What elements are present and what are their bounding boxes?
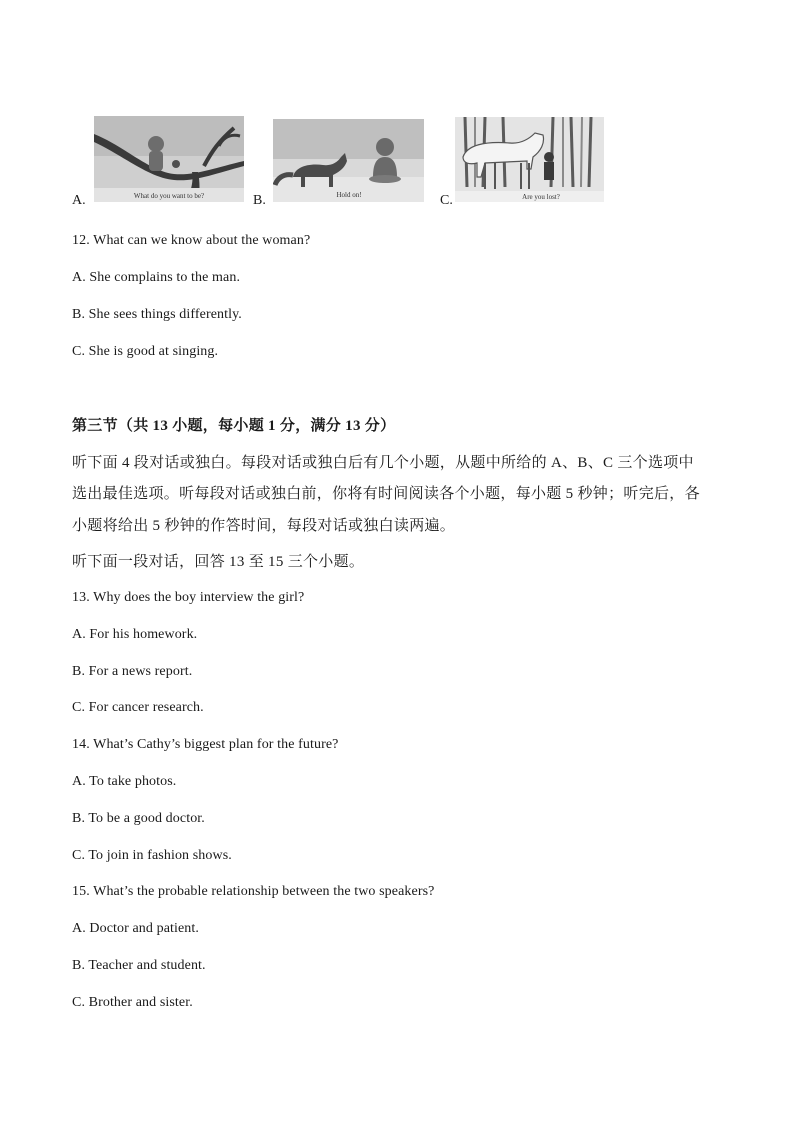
option-c: C. Brother and sister. bbox=[72, 995, 193, 1010]
option-letter: A. bbox=[72, 193, 86, 208]
option-a: A. To take photos. bbox=[72, 774, 177, 789]
tree-child-illustration bbox=[94, 116, 244, 202]
option-b: B. To be a good doctor. bbox=[72, 811, 205, 826]
option-a: A. Doctor and patient. bbox=[72, 921, 199, 936]
question-text: 13. Why does the boy interview the girl? bbox=[72, 590, 305, 605]
image-caption: Are you lost? bbox=[522, 193, 560, 201]
instruction-line: 听下面 4 段对话或独白。每段对话或独白后有几个小题，从题中所给的 A、B、C 三个选项中 bbox=[72, 455, 694, 471]
option-c: C. To join in fashion shows. bbox=[72, 848, 232, 863]
fox-child-illustration bbox=[273, 119, 424, 202]
option-c: C. She is good at singing. bbox=[72, 344, 219, 359]
instruction-line: 选出最佳选项。听每段对话或独白前，你将有时间阅读各个小题，每小题 5 秒钟；听完后，各 bbox=[72, 486, 700, 502]
option-letter: B. bbox=[253, 193, 266, 208]
option-b: B. Teacher and student. bbox=[72, 958, 206, 973]
option-b: B. For a news report. bbox=[72, 664, 193, 679]
question-text: 12. What can we know about the woman? bbox=[72, 233, 311, 248]
option-c: C. For cancer research. bbox=[72, 700, 204, 715]
image-caption: What do you want to be? bbox=[133, 192, 205, 200]
option-a: A. For his homework. bbox=[72, 627, 198, 642]
option-b: B. She sees things differently. bbox=[72, 307, 242, 322]
dialogue-note: 听下面一段对话，回答 13 至 15 三个小题。 bbox=[72, 554, 365, 570]
option-a: A. She complains to the man. bbox=[72, 270, 241, 285]
instruction-line: 小题将给出 5 秒钟的作答时间，每段对话或独白读两遍。 bbox=[72, 518, 456, 534]
question-text: 14. What’s Cathy’s biggest plan for the future? bbox=[72, 737, 339, 752]
horse-forest-illustration bbox=[455, 117, 604, 202]
option-letter: C. bbox=[440, 193, 453, 208]
section-heading: 第三节（共 13 小题，每小题 1 分，满分 13 分） bbox=[72, 418, 396, 434]
image-caption: Hold on! bbox=[336, 191, 362, 199]
question-text: 15. What’s the probable relationship between the two speakers? bbox=[72, 884, 435, 899]
